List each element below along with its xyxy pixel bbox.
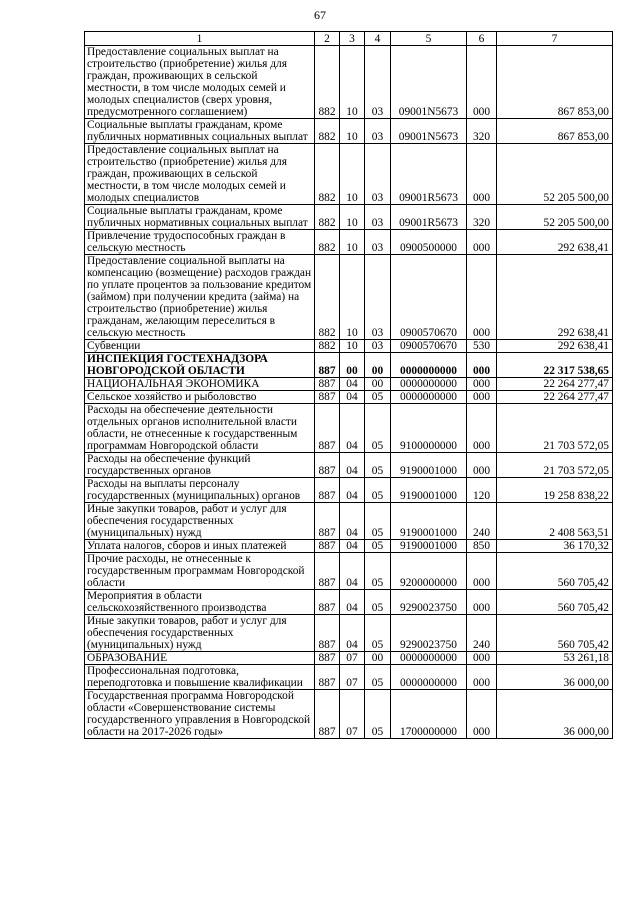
target-article-cell: 09001N5673 <box>391 119 467 144</box>
row-name-cell: Расходы на обеспечение деятельности отдельных органов исполнительной власти области, не отнесенные к государственным программам Новгородской области <box>85 404 315 453</box>
subsection-cell: 05 <box>365 590 391 615</box>
grbs-cell: 887 <box>315 391 340 404</box>
subsection-cell: 03 <box>365 119 391 144</box>
target-article-cell: 0000000000 <box>391 353 467 378</box>
expense-type-cell: 000 <box>467 391 497 404</box>
amount-cell: 560 705,42 <box>497 615 613 652</box>
expense-type-cell: 000 <box>467 690 497 739</box>
row-name-cell: Расходы на обеспечение функций государственных органов <box>85 453 315 478</box>
expense-type-cell: 000 <box>467 230 497 255</box>
target-article-cell: 0900500000 <box>391 230 467 255</box>
table-row <box>85 553 613 590</box>
expense-type-cell: 000 <box>467 590 497 615</box>
amount-cell: 292 638,41 <box>497 340 613 353</box>
expense-type-cell: 000 <box>467 553 497 590</box>
subsection-cell: 03 <box>365 340 391 353</box>
column-header: 4 <box>365 32 391 46</box>
subsection-cell: 03 <box>365 46 391 119</box>
column-header: 1 <box>85 32 315 46</box>
row-name-cell: Сельское хозяйство и рыболовство <box>85 391 315 404</box>
table-row <box>85 205 613 230</box>
amount-cell: 867 853,00 <box>497 46 613 119</box>
target-article-cell: 09001R5673 <box>391 205 467 230</box>
table-row <box>85 378 613 391</box>
row-name-cell: ИНСПЕКЦИЯ ГОСТЕХНАДЗОРА НОВГОРОДСКОЙ ОБЛАСТИ <box>85 353 315 378</box>
target-article-cell: 0000000000 <box>391 378 467 391</box>
section-cell: 04 <box>340 540 365 553</box>
target-article-cell: 9290023750 <box>391 590 467 615</box>
amount-cell: 19 258 838,22 <box>497 478 613 503</box>
expense-type-cell: 000 <box>467 453 497 478</box>
table-row <box>85 615 613 652</box>
grbs-cell: 887 <box>315 378 340 391</box>
table-row <box>85 230 613 255</box>
subsection-cell: 05 <box>365 665 391 690</box>
amount-cell: 22 317 538,65 <box>497 353 613 378</box>
amount-cell: 22 264 277,47 <box>497 391 613 404</box>
section-cell: 04 <box>340 590 365 615</box>
section-cell: 10 <box>340 119 365 144</box>
grbs-cell: 887 <box>315 665 340 690</box>
row-name-cell: Социальные выплаты гражданам, кроме публичных нормативных социальных выплат <box>85 119 315 144</box>
table-body <box>85 46 613 739</box>
section-cell: 04 <box>340 615 365 652</box>
amount-cell: 21 703 572,05 <box>497 453 613 478</box>
target-article-cell: 9190001000 <box>391 453 467 478</box>
subsection-cell: 00 <box>365 353 391 378</box>
target-article-cell: 0000000000 <box>391 665 467 690</box>
amount-cell: 21 703 572,05 <box>497 404 613 453</box>
row-name-cell: Предоставление социальных выплат на строительство (приобретение) жилья для граждан, проживающих в сельской местности, в том числе молодых семей и молодых специалистов <box>85 144 315 205</box>
table-row <box>85 46 613 119</box>
section-cell: 10 <box>340 46 365 119</box>
subsection-cell: 00 <box>365 378 391 391</box>
expense-type-cell: 320 <box>467 205 497 230</box>
subsection-cell: 00 <box>365 652 391 665</box>
page-number: 67 <box>314 8 326 22</box>
table-row <box>85 690 613 739</box>
amount-cell: 560 705,42 <box>497 590 613 615</box>
row-name-cell: Предоставление социальных выплат на строительство (приобретение) жилья для граждан, проживающих в сельской местности, в том числе молодых семей и молодых специалистов (сверх уровня, предусмотренного соглашением) <box>85 46 315 119</box>
target-article-cell: 9290023750 <box>391 615 467 652</box>
grbs-cell: 887 <box>315 453 340 478</box>
column-header: 5 <box>391 32 467 46</box>
table-row <box>85 652 613 665</box>
section-cell: 04 <box>340 391 365 404</box>
amount-cell: 52 205 500,00 <box>497 205 613 230</box>
row-name-cell: Мероприятия в области сельскохозяйственного производства <box>85 590 315 615</box>
section-cell: 04 <box>340 478 365 503</box>
row-name-cell: Профессиональная подготовка, переподготовка и повышение квалификации <box>85 665 315 690</box>
expense-type-cell: 240 <box>467 615 497 652</box>
grbs-cell: 882 <box>315 340 340 353</box>
target-article-cell: 9100000000 <box>391 404 467 453</box>
expense-type-cell: 000 <box>467 665 497 690</box>
table-row <box>85 391 613 404</box>
amount-cell: 53 261,18 <box>497 652 613 665</box>
grbs-cell: 882 <box>315 46 340 119</box>
target-article-cell: 1700000000 <box>391 690 467 739</box>
grbs-cell: 887 <box>315 652 340 665</box>
target-article-cell: 09001R5673 <box>391 144 467 205</box>
row-name-cell: Предоставление социальной выплаты на компенсацию (возмещение) расходов граждан по уплате процентов за пользование кредитом (займом) при получении кредита (займа) на строительство (приобретение) жилья гражданам, желающим переселиться в сельскую местность <box>85 255 315 340</box>
expense-type-cell: 120 <box>467 478 497 503</box>
grbs-cell: 882 <box>315 119 340 144</box>
subsection-cell: 05 <box>365 615 391 652</box>
section-cell: 00 <box>340 353 365 378</box>
column-header: 3 <box>340 32 365 46</box>
column-header: 2 <box>315 32 340 46</box>
amount-cell: 52 205 500,00 <box>497 144 613 205</box>
amount-cell: 36 170,32 <box>497 540 613 553</box>
amount-cell: 292 638,41 <box>497 255 613 340</box>
row-name-cell: НАЦИОНАЛЬНАЯ ЭКОНОМИКА <box>85 378 315 391</box>
amount-cell: 36 000,00 <box>497 690 613 739</box>
table-row <box>85 119 613 144</box>
subsection-cell: 05 <box>365 690 391 739</box>
expense-type-cell: 000 <box>467 144 497 205</box>
subsection-cell: 05 <box>365 478 391 503</box>
target-article-cell: 9190001000 <box>391 478 467 503</box>
grbs-cell: 882 <box>315 255 340 340</box>
expense-type-cell: 000 <box>467 353 497 378</box>
subsection-cell: 03 <box>365 144 391 205</box>
amount-cell: 560 705,42 <box>497 553 613 590</box>
grbs-cell: 887 <box>315 478 340 503</box>
grbs-cell: 887 <box>315 503 340 540</box>
target-article-cell: 9200000000 <box>391 553 467 590</box>
grbs-cell: 887 <box>315 553 340 590</box>
grbs-cell: 882 <box>315 144 340 205</box>
amount-cell: 867 853,00 <box>497 119 613 144</box>
section-cell: 10 <box>340 255 365 340</box>
amount-cell: 2 408 563,51 <box>497 503 613 540</box>
row-name-cell: ОБРАЗОВАНИЕ <box>85 652 315 665</box>
table-row <box>85 340 613 353</box>
table-row <box>85 478 613 503</box>
section-cell: 10 <box>340 205 365 230</box>
row-name-cell: Иные закупки товаров, работ и услуг для обеспечения государственных (муниципальных) нужд <box>85 615 315 652</box>
table-row <box>85 503 613 540</box>
table-header-row <box>85 32 613 46</box>
target-article-cell: 0000000000 <box>391 652 467 665</box>
row-name-cell: Иные закупки товаров, работ и услуг для обеспечения государственных (муниципальных) нужд <box>85 503 315 540</box>
grbs-cell: 887 <box>315 353 340 378</box>
section-cell: 10 <box>340 144 365 205</box>
expense-type-cell: 000 <box>467 46 497 119</box>
grbs-cell: 882 <box>315 230 340 255</box>
row-name-cell: Привлечение трудоспособных граждан в сельскую местность <box>85 230 315 255</box>
subsection-cell: 05 <box>365 553 391 590</box>
grbs-cell: 887 <box>315 615 340 652</box>
column-header: 6 <box>467 32 497 46</box>
expense-type-cell: 530 <box>467 340 497 353</box>
section-cell: 04 <box>340 453 365 478</box>
table-row <box>85 353 613 378</box>
grbs-cell: 887 <box>315 540 340 553</box>
subsection-cell: 05 <box>365 453 391 478</box>
budget-table <box>84 31 613 739</box>
subsection-cell: 03 <box>365 255 391 340</box>
section-cell: 04 <box>340 503 365 540</box>
amount-cell: 36 000,00 <box>497 665 613 690</box>
subsection-cell: 05 <box>365 391 391 404</box>
grbs-cell: 882 <box>315 205 340 230</box>
section-cell: 04 <box>340 404 365 453</box>
table-row <box>85 404 613 453</box>
column-header: 7 <box>497 32 613 46</box>
table-row <box>85 540 613 553</box>
amount-cell: 292 638,41 <box>497 230 613 255</box>
table-row <box>85 590 613 615</box>
target-article-cell: 0900570670 <box>391 255 467 340</box>
grbs-cell: 887 <box>315 690 340 739</box>
section-cell: 07 <box>340 690 365 739</box>
target-article-cell: 9190001000 <box>391 540 467 553</box>
expense-type-cell: 000 <box>467 652 497 665</box>
section-cell: 04 <box>340 553 365 590</box>
target-article-cell: 9190001000 <box>391 503 467 540</box>
grbs-cell: 887 <box>315 404 340 453</box>
target-article-cell: 0000000000 <box>391 391 467 404</box>
section-cell: 04 <box>340 378 365 391</box>
table-row <box>85 665 613 690</box>
section-cell: 10 <box>340 340 365 353</box>
row-name-cell: Прочие расходы, не отнесенные к государственным программам Новгородской области <box>85 553 315 590</box>
expense-type-cell: 000 <box>467 404 497 453</box>
grbs-cell: 887 <box>315 590 340 615</box>
subsection-cell: 03 <box>365 230 391 255</box>
amount-cell: 22 264 277,47 <box>497 378 613 391</box>
subsection-cell: 05 <box>365 404 391 453</box>
expense-type-cell: 000 <box>467 378 497 391</box>
expense-type-cell: 320 <box>467 119 497 144</box>
row-name-cell: Расходы на выплаты персоналу государственных (муниципальных) органов <box>85 478 315 503</box>
target-article-cell: 0900570670 <box>391 340 467 353</box>
section-cell: 10 <box>340 230 365 255</box>
section-cell: 07 <box>340 652 365 665</box>
subsection-cell: 03 <box>365 205 391 230</box>
table-row <box>85 144 613 205</box>
row-name-cell: Социальные выплаты гражданам, кроме публичных нормативных социальных выплат <box>85 205 315 230</box>
section-cell: 07 <box>340 665 365 690</box>
expense-type-cell: 240 <box>467 503 497 540</box>
row-name-cell: Субвенции <box>85 340 315 353</box>
table-row <box>85 453 613 478</box>
subsection-cell: 05 <box>365 503 391 540</box>
row-name-cell: Уплата налогов, сборов и иных платежей <box>85 540 315 553</box>
expense-type-cell: 850 <box>467 540 497 553</box>
row-name-cell: Государственная программа Новгородской области «Совершенствование системы государственного управления в Новгородской области на 2017-2026 годы» <box>85 690 315 739</box>
table-row <box>85 255 613 340</box>
expense-type-cell: 000 <box>467 255 497 340</box>
subsection-cell: 05 <box>365 540 391 553</box>
target-article-cell: 09001N5673 <box>391 46 467 119</box>
